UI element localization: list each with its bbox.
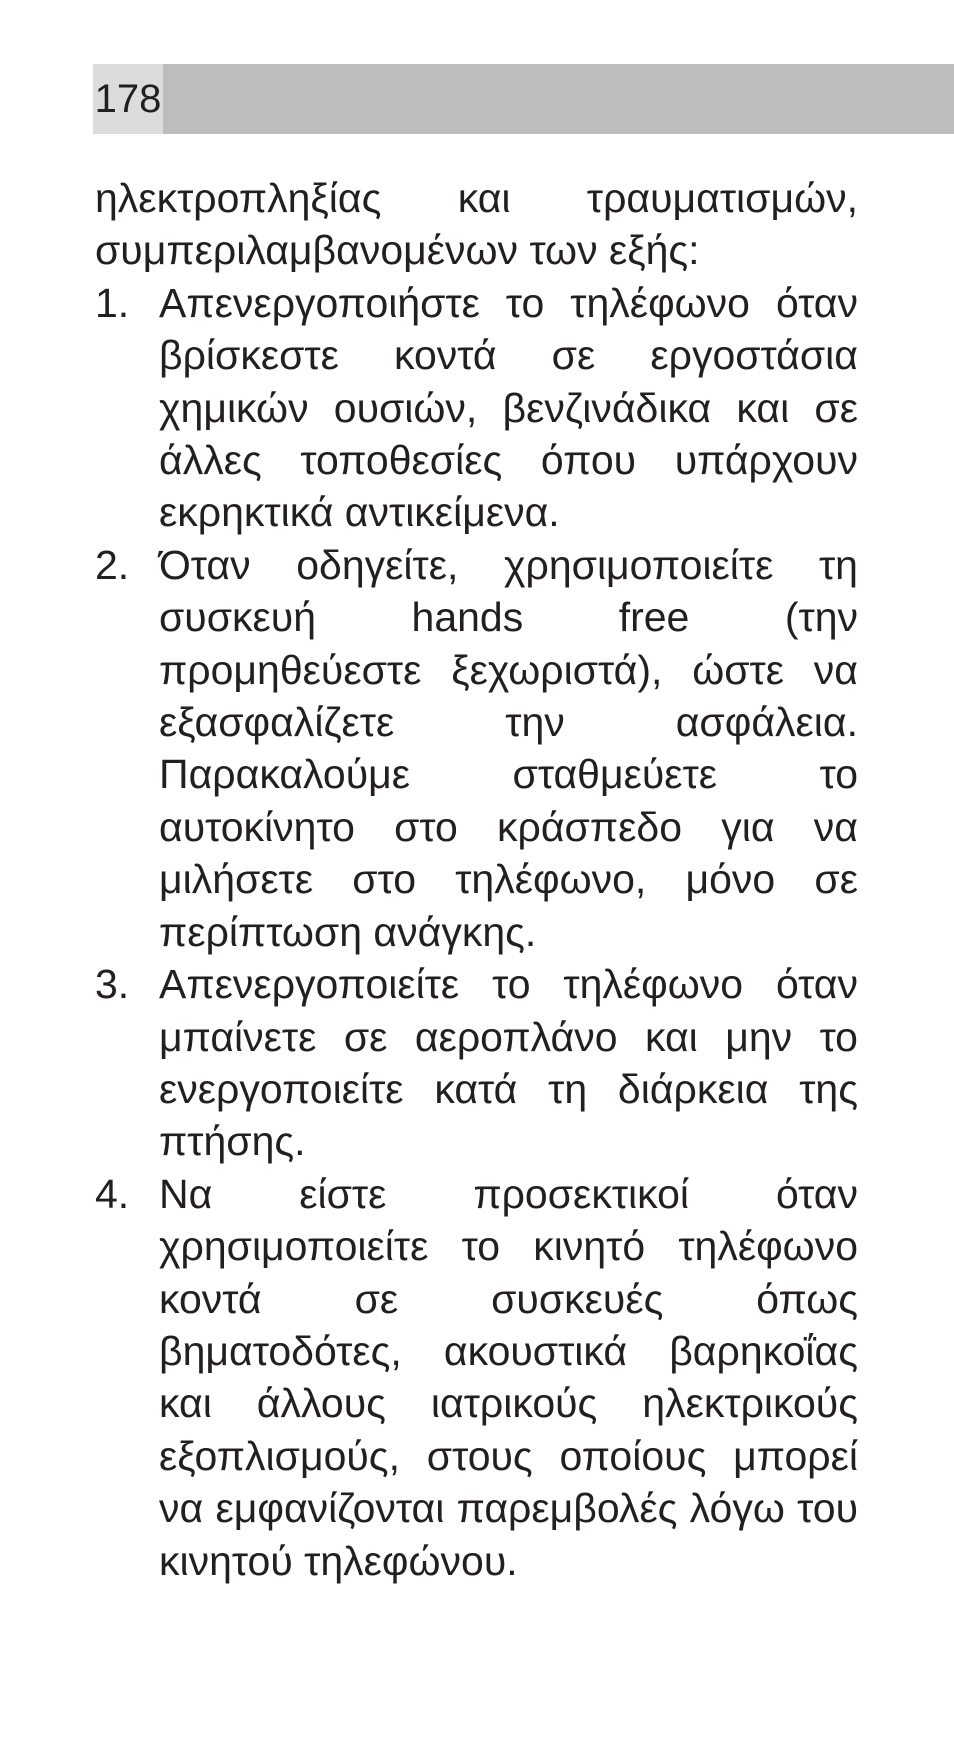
safety-list <box>95 277 858 1587</box>
list-item-number: 1. <box>95 279 130 326</box>
list-item <box>95 277 858 539</box>
intro-paragraph: ηλεκτροπληξίας και τραυματισμών, συμπεριλαμβανομένων των εξής: <box>95 175 858 274</box>
list-item-number: 4. <box>95 1170 130 1217</box>
list-item-text: Όταν οδηγείτε, χρησιμοποιείτε τη συσκευή hands free (την προμηθεύεστε ξεχωριστά), ώστε να εξασφαλίζετε την ασφάλεια. Παρακαλούμε σταθμεύετε το αυτοκίνητο στο κράσπεδο για να μιλήσετε στο τηλέφωνο, μόνο σε περίπτωση ανάγκης. <box>159 541 858 955</box>
list-item-number: 2. <box>95 541 130 588</box>
list-item <box>95 539 858 958</box>
list-item-text: Να είστε προσεκτικοί όταν χρησιμοποιείτε το κινητό τηλέφωνο κοντά σε συσκευές όπως βηματοδότες, ακουστικά βαρηκοΐας και άλλους ιατρικούς ηλεκτρικούς εξοπλισμούς, στους οποίους μπορεί να εμφανίζονται παρεμβολές λόγω του κινητού τηλεφώνου. <box>159 1170 858 1584</box>
page-content <box>95 172 858 1587</box>
list-item-text: Απενεργοποιήστε το τηλέφωνο όταν βρίσκεστε κοντά σε εργοστάσια χημικών ουσιών, βενζινάδικα και σε άλλες τοποθεσίες όπου υπάρχουν εκρηκτικά αντικείμενα. <box>159 279 858 536</box>
page-number: 178 <box>93 64 163 134</box>
list-item-number: 3. <box>95 961 130 1008</box>
page-header <box>93 64 954 134</box>
list-item <box>95 1168 858 1587</box>
list-item <box>95 958 858 1168</box>
header-bar <box>163 64 954 134</box>
list-item-text: Απενεργοποιείτε το τηλέφωνο όταν μπαίνετε σε αεροπλάνο και μην το ενεργοποιείτε κατά τη διάρκεια της πτήσης. <box>159 961 858 1165</box>
